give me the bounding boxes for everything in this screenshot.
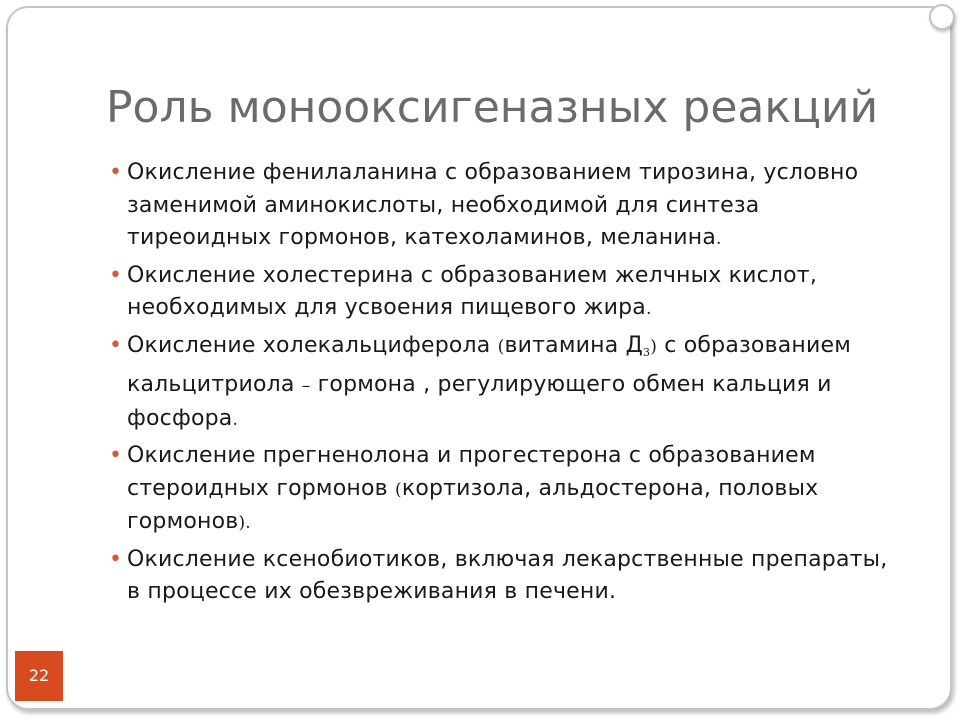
bullet-text: Окисление холестерина с образованием желчных кислот, необходимых для усвоения пищевого жира [127,262,818,320]
bullet-paren-open: ( [497,336,505,357]
slide-title: Роль монооксигеназных реакций [106,82,879,133]
bullet-punct: . [232,409,239,430]
bullet-text: гормона , регулирующего обмен кальция и фосфора [127,372,832,431]
bullet-dot-icon: • [109,332,123,358]
bullet-text: Окисление прегненолона и прогестерона с образованием стероидных гормонов [127,443,816,501]
bullet-punct: . [716,229,722,249]
bullet-paren-close: ). [238,513,251,533]
page-number-badge: 22 [15,651,63,701]
corner-circle-decoration [929,4,955,30]
bullet-list [106,157,906,613]
bullet-item-1 [106,157,906,256]
bullet-dot-icon: • [109,546,123,572]
bullet-dot-icon: • [109,160,123,185]
bullet-text: Окисление холекальциферола [127,332,498,358]
bullet-text: Окисление ксенобиотиков, включая лекарственные препараты, в процессе их обезвреживания в печени. [127,546,888,604]
bullet-punct: . [645,299,652,319]
bullet-item-3 [106,330,906,437]
bullet-paren-close: ) [650,336,658,357]
bullet-text: с образованием кальцитриола [127,332,852,397]
bullet-text: кортизола, альдостерона, половых гормонов [127,475,819,534]
bullet-dot-icon: • [109,443,123,468]
bullet-paren-open: ( [395,479,402,500]
bullet-item-2 [106,260,906,326]
bullet-dot-icon: • [109,262,123,288]
bullet-text: Окисление фенилаланина с образованием тирозина, условно заменимой аминокислоты, необходимой для синтеза тиреоидных гормонов, катехоламинов, меланина [127,160,859,250]
bullet-dash: – [301,376,311,396]
bullet-item-5 [106,544,906,609]
bullet-subscript: 3 [643,345,651,359]
bullet-item-4 [106,440,906,540]
bullet-text: витамина Д [504,332,644,358]
